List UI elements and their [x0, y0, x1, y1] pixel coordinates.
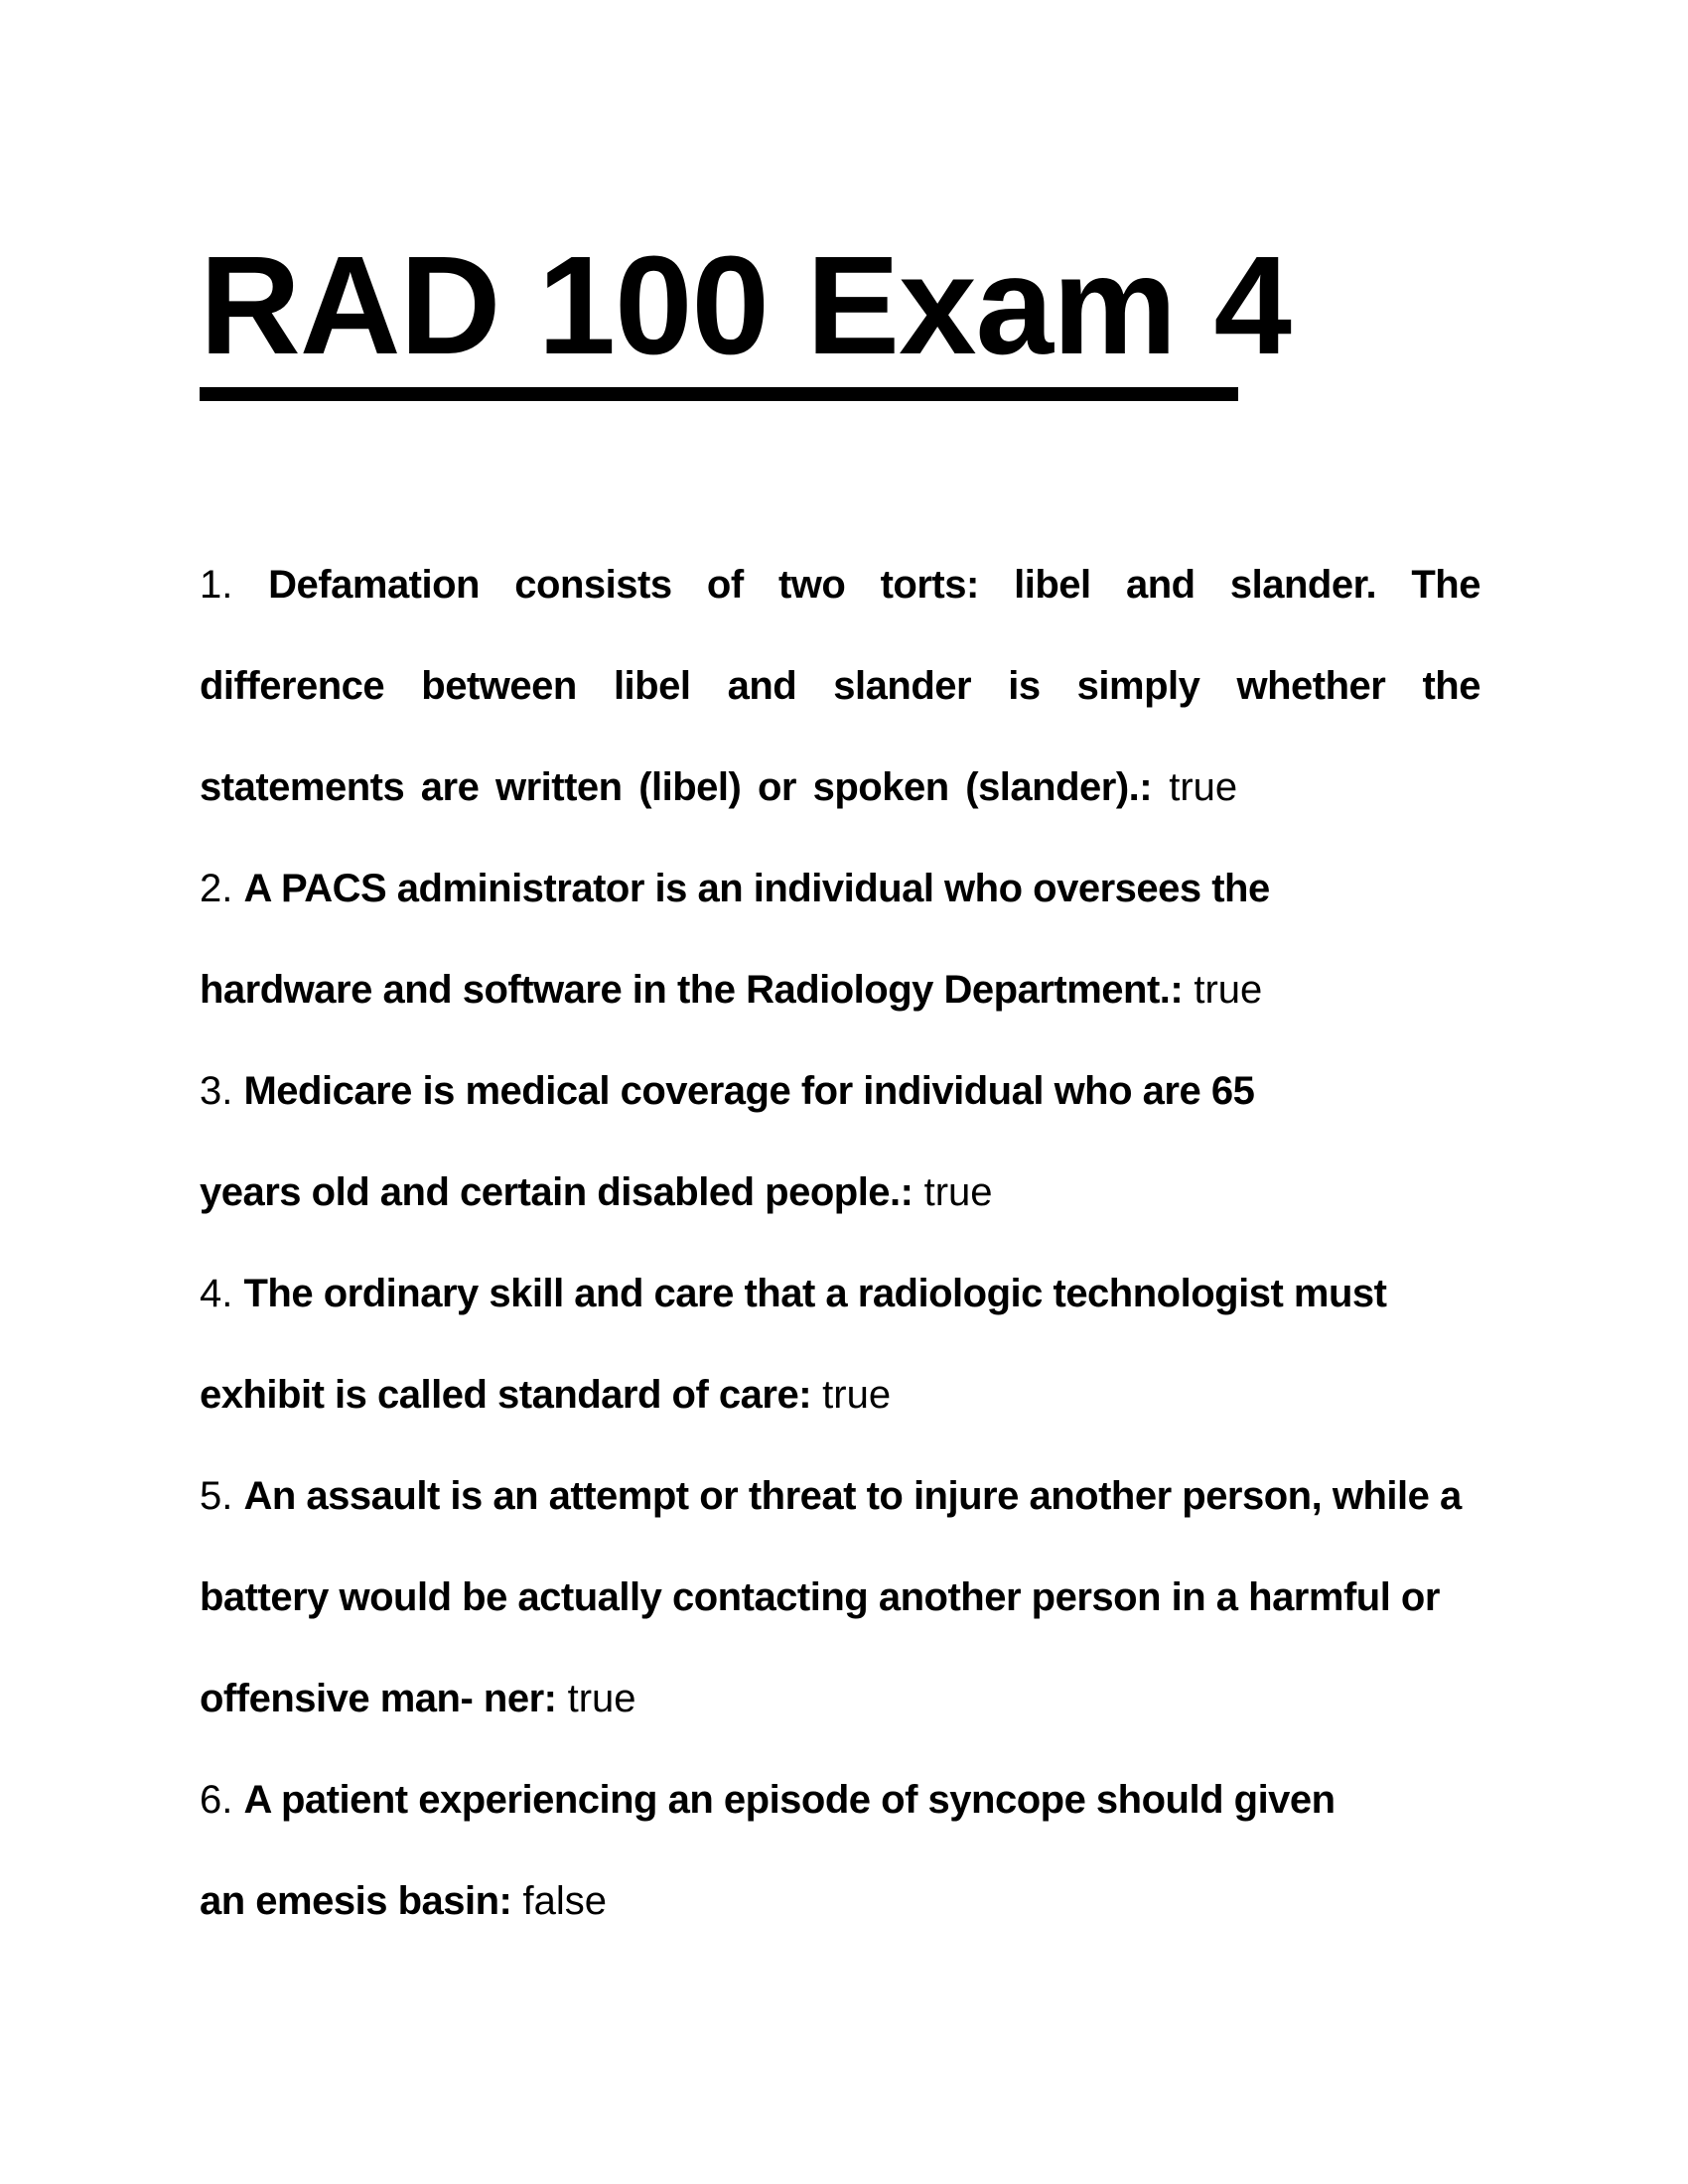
list-item-3: [200, 1040, 1480, 1243]
item-number: 6.: [200, 1778, 233, 1822]
list-item-5: [200, 1445, 1480, 1749]
question-list: [200, 534, 1480, 1952]
list-item-4: [200, 1243, 1480, 1445]
item-question: A patient experiencing an episode of syncope should given an emesis basin:: [200, 1778, 1336, 1923]
item-answer: false: [522, 1879, 607, 1923]
item-question: Medicare is medical coverage for individual who are 65 years old and certain disabled people.:: [200, 1069, 1255, 1214]
item-number: 1.: [200, 563, 233, 607]
item-answer: true: [1194, 968, 1263, 1012]
list-item-6: [200, 1749, 1480, 1952]
title-underline: [200, 387, 1238, 401]
list-item-2: [200, 838, 1480, 1040]
item-number: 4.: [200, 1272, 233, 1315]
item-answer: true: [1169, 765, 1238, 809]
page-title: RAD 100 Exam 4: [200, 226, 1291, 383]
item-number: 2.: [200, 867, 233, 910]
item-question: Defamation consists of two torts: libel and slander. The difference between libel and slander is simply whether the statements are written (libel) or spoken (slander).:: [200, 563, 1480, 809]
item-answer: true: [567, 1677, 636, 1720]
item-number: 3.: [200, 1069, 233, 1113]
item-question: The ordinary skill and care that a radiologic technologist must exhibit is called standard of care:: [200, 1272, 1387, 1417]
title-block: [200, 226, 1291, 383]
item-answer: true: [923, 1170, 993, 1214]
item-number: 5.: [200, 1474, 233, 1518]
item-question: An assault is an attempt or threat to injure another person, while a battery would be actually contacting another person in a harmful or offensive man- ner:: [200, 1474, 1462, 1720]
item-answer: true: [822, 1373, 892, 1417]
list-item-1: [200, 534, 1480, 838]
item-question: A PACS administrator is an individual who oversees the hardware and software in the Radiology Department.:: [200, 867, 1270, 1012]
